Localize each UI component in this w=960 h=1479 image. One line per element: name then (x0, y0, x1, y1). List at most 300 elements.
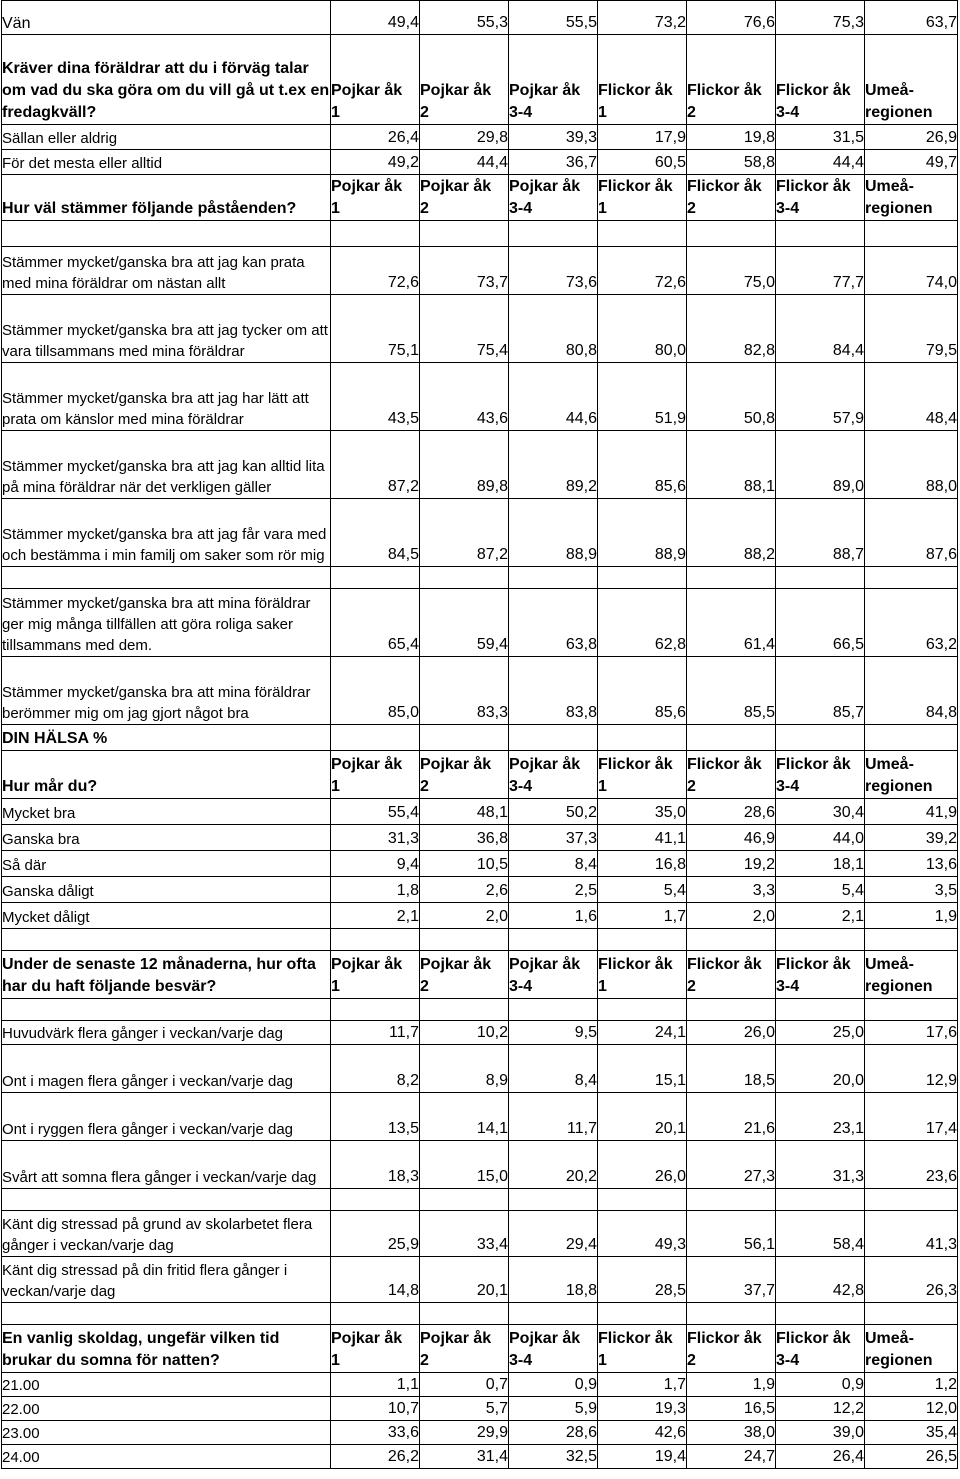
row-label: Svårt att somna flera gånger i veckan/varje dag (2, 1141, 331, 1189)
value-cell: 48,4 (865, 363, 958, 431)
data-row (2, 125, 958, 150)
value-cell: 21,6 (687, 1093, 776, 1141)
value-cell: 59,4 (420, 589, 509, 657)
value-cell: 26,4 (776, 1445, 865, 1469)
empty-cell (509, 221, 598, 247)
value-cell: 88,2 (687, 499, 776, 567)
empty-cell (687, 725, 776, 751)
row-label: Stämmer mycket/ganska bra att jag har lätt att prata om känslor med mina föräldrar (2, 363, 331, 431)
value-cell: 23,6 (865, 1141, 958, 1189)
empty-cell (331, 221, 420, 247)
value-cell: 88,7 (776, 499, 865, 567)
value-cell: 11,7 (331, 1021, 420, 1045)
empty-cell (2, 221, 331, 247)
value-cell: 76,6 (687, 1, 776, 35)
value-cell: 49,3 (598, 1211, 687, 1257)
empty-cell (865, 1189, 958, 1211)
row-label: 24.00 (2, 1445, 331, 1469)
empty-cell (331, 1303, 420, 1325)
question-header-row (2, 175, 958, 221)
value-cell: 15,0 (420, 1141, 509, 1189)
value-cell: 27,3 (687, 1141, 776, 1189)
value-cell: 8,2 (331, 1045, 420, 1093)
data-row (2, 499, 958, 567)
empty-cell (598, 1303, 687, 1325)
value-cell: 31,4 (420, 1445, 509, 1469)
value-cell: 87,6 (865, 499, 958, 567)
blank-row (2, 1189, 958, 1211)
value-cell: 88,9 (509, 499, 598, 567)
value-cell: 89,8 (420, 431, 509, 499)
value-cell: 35,0 (598, 799, 687, 825)
value-cell: 19,2 (687, 851, 776, 877)
value-cell: 44,0 (776, 825, 865, 851)
value-cell: 5,4 (776, 877, 865, 903)
value-cell: 29,8 (420, 125, 509, 150)
column-header: Flickor åk 1 (598, 751, 687, 799)
empty-cell (687, 567, 776, 589)
empty-cell (331, 1189, 420, 1211)
blank-row (2, 999, 958, 1021)
data-row (2, 657, 958, 725)
empty-cell (509, 999, 598, 1021)
column-header: Pojkar åk 1 (331, 1325, 420, 1373)
empty-cell (509, 1189, 598, 1211)
row-label: För det mesta eller alltid (2, 150, 331, 175)
value-cell: 88,1 (687, 431, 776, 499)
column-header: Flickor åk 1 (598, 35, 687, 125)
empty-cell (865, 929, 958, 951)
empty-cell (420, 567, 509, 589)
value-cell: 66,5 (776, 589, 865, 657)
column-header: Umeå- regionen (865, 1325, 958, 1373)
empty-cell (2, 1189, 331, 1211)
value-cell: 13,6 (865, 851, 958, 877)
value-cell: 19,8 (687, 125, 776, 150)
column-header: Flickor åk 1 (598, 1325, 687, 1373)
row-label: Stämmer mycket/ganska bra att jag kan prata med mina föräldrar om nästan allt (2, 247, 331, 295)
value-cell: 50,2 (509, 799, 598, 825)
value-cell: 1,9 (865, 903, 958, 929)
value-cell: 0,7 (420, 1373, 509, 1397)
data-row (2, 1211, 958, 1257)
empty-cell (776, 567, 865, 589)
value-cell: 26,3 (865, 1257, 958, 1303)
value-cell: 8,9 (420, 1045, 509, 1093)
column-header: Umeå- regionen (865, 951, 958, 999)
value-cell: 10,5 (420, 851, 509, 877)
value-cell: 41,3 (865, 1211, 958, 1257)
column-header: Pojkar åk 2 (420, 751, 509, 799)
value-cell: 39,2 (865, 825, 958, 851)
value-cell: 5,9 (509, 1397, 598, 1421)
value-cell: 10,2 (420, 1021, 509, 1045)
data-row (2, 1093, 958, 1141)
data-row (2, 1445, 958, 1469)
value-cell: 12,2 (776, 1397, 865, 1421)
column-header: Flickor åk 2 (687, 751, 776, 799)
value-cell: 87,2 (420, 499, 509, 567)
value-cell: 56,1 (687, 1211, 776, 1257)
empty-cell (776, 1189, 865, 1211)
column-header: Pojkar åk 1 (331, 951, 420, 999)
empty-cell (865, 999, 958, 1021)
data-row (2, 851, 958, 877)
value-cell: 1,6 (509, 903, 598, 929)
value-cell: 12,9 (865, 1045, 958, 1093)
column-header: Pojkar åk 3-4 (509, 1325, 598, 1373)
value-cell: 73,2 (598, 1, 687, 35)
value-cell: 1,7 (598, 903, 687, 929)
empty-cell (509, 725, 598, 751)
value-cell: 1,8 (331, 877, 420, 903)
section-heading: DIN HÄLSA % (2, 725, 331, 751)
value-cell: 31,3 (331, 825, 420, 851)
value-cell: 63,2 (865, 589, 958, 657)
value-cell: 1,7 (598, 1373, 687, 1397)
column-header: Umeå- regionen (865, 35, 958, 125)
column-header: Pojkar åk 3-4 (509, 35, 598, 125)
value-cell: 8,4 (509, 851, 598, 877)
row-label: 23.00 (2, 1421, 331, 1445)
value-cell: 85,5 (687, 657, 776, 725)
empty-cell (776, 725, 865, 751)
data-row (2, 363, 958, 431)
value-cell: 57,9 (776, 363, 865, 431)
value-cell: 74,0 (865, 247, 958, 295)
value-cell: 20,1 (420, 1257, 509, 1303)
question-header-row (2, 751, 958, 799)
value-cell: 58,4 (776, 1211, 865, 1257)
empty-cell (598, 567, 687, 589)
empty-cell (509, 567, 598, 589)
value-cell: 65,4 (331, 589, 420, 657)
value-cell: 13,5 (331, 1093, 420, 1141)
value-cell: 89,2 (509, 431, 598, 499)
empty-cell (420, 929, 509, 951)
empty-cell (420, 725, 509, 751)
data-row (2, 1421, 958, 1445)
column-header: Pojkar åk 1 (331, 751, 420, 799)
value-cell: 39,3 (509, 125, 598, 150)
data-row (2, 431, 958, 499)
value-cell: 58,8 (687, 150, 776, 175)
empty-cell (687, 1303, 776, 1325)
value-cell: 72,6 (598, 247, 687, 295)
row-label: Ganska bra (2, 825, 331, 851)
value-cell: 26,0 (687, 1021, 776, 1045)
value-cell: 2,0 (687, 903, 776, 929)
value-cell: 9,5 (509, 1021, 598, 1045)
value-cell: 28,5 (598, 1257, 687, 1303)
value-cell: 3,5 (865, 877, 958, 903)
value-cell: 16,8 (598, 851, 687, 877)
value-cell: 1,9 (687, 1373, 776, 1397)
value-cell: 18,1 (776, 851, 865, 877)
data-row (2, 1045, 958, 1093)
value-cell: 88,9 (598, 499, 687, 567)
empty-cell (776, 1303, 865, 1325)
empty-cell (865, 1303, 958, 1325)
empty-cell (598, 999, 687, 1021)
value-cell: 10,7 (331, 1397, 420, 1421)
data-row (2, 877, 958, 903)
value-cell: 26,0 (598, 1141, 687, 1189)
value-cell: 42,8 (776, 1257, 865, 1303)
value-cell: 83,8 (509, 657, 598, 725)
empty-cell (687, 221, 776, 247)
value-cell: 20,1 (598, 1093, 687, 1141)
data-row (2, 247, 958, 295)
column-header: Pojkar åk 2 (420, 35, 509, 125)
data-row (2, 799, 958, 825)
row-label: Stämmer mycket/ganska bra att jag kan alltid lita på mina föräldrar när det verkligen gäller (2, 431, 331, 499)
value-cell: 15,1 (598, 1045, 687, 1093)
value-cell: 2,6 (420, 877, 509, 903)
question-header-row (2, 951, 958, 999)
value-cell: 63,8 (509, 589, 598, 657)
section-heading-row (2, 725, 958, 751)
value-cell: 19,3 (598, 1397, 687, 1421)
value-cell: 23,1 (776, 1093, 865, 1141)
question-title: Kräver dina föräldrar att du i förväg talar om vad du ska göra om du vill gå ut t.ex en fredagkväll? (2, 35, 331, 125)
blank-row (2, 221, 958, 247)
data-row (2, 295, 958, 363)
value-cell: 75,4 (420, 295, 509, 363)
value-cell: 8,4 (509, 1045, 598, 1093)
row-label: Mycket bra (2, 799, 331, 825)
value-cell: 50,8 (687, 363, 776, 431)
value-cell: 5,7 (420, 1397, 509, 1421)
empty-cell (509, 1303, 598, 1325)
empty-cell (598, 725, 687, 751)
value-cell: 16,5 (687, 1397, 776, 1421)
value-cell: 36,7 (509, 150, 598, 175)
value-cell: 29,4 (509, 1211, 598, 1257)
data-row (2, 1373, 958, 1397)
question-header-row (2, 35, 958, 125)
data-row (2, 1021, 958, 1045)
question-title: Hur mår du? (2, 751, 331, 799)
row-label: Ganska dåligt (2, 877, 331, 903)
value-cell: 5,4 (598, 877, 687, 903)
column-header: Flickor åk 2 (687, 951, 776, 999)
empty-cell (509, 929, 598, 951)
value-cell: 72,6 (331, 247, 420, 295)
blank-row (2, 567, 958, 589)
value-cell: 36,8 (420, 825, 509, 851)
column-header: Pojkar åk 3-4 (509, 951, 598, 999)
column-header: Pojkar åk 2 (420, 175, 509, 221)
value-cell: 12,0 (865, 1397, 958, 1421)
value-cell: 28,6 (687, 799, 776, 825)
question-title: Under de senaste 12 månaderna, hur ofta har du haft följande besvär? (2, 951, 331, 999)
column-header: Umeå- regionen (865, 751, 958, 799)
column-header: Pojkar åk 3-4 (509, 751, 598, 799)
value-cell: 89,0 (776, 431, 865, 499)
value-cell: 73,6 (509, 247, 598, 295)
value-cell: 84,4 (776, 295, 865, 363)
value-cell: 14,1 (420, 1093, 509, 1141)
value-cell: 80,0 (598, 295, 687, 363)
empty-cell (420, 221, 509, 247)
column-header: Umeå- regionen (865, 175, 958, 221)
row-label: Känt dig stressad på din fritid flera gånger i veckan/varje dag (2, 1257, 331, 1303)
value-cell: 62,8 (598, 589, 687, 657)
empty-cell (687, 1189, 776, 1211)
value-cell: 33,6 (331, 1421, 420, 1445)
empty-cell (331, 999, 420, 1021)
value-cell: 39,0 (776, 1421, 865, 1445)
data-row (2, 150, 958, 175)
value-cell: 75,3 (776, 1, 865, 35)
value-cell: 18,8 (509, 1257, 598, 1303)
value-cell: 85,6 (598, 431, 687, 499)
value-cell: 49,2 (331, 150, 420, 175)
column-header: Flickor åk 2 (687, 175, 776, 221)
value-cell: 0,9 (776, 1373, 865, 1397)
value-cell: 49,4 (331, 1, 420, 35)
value-cell: 41,1 (598, 825, 687, 851)
row-label: Så där (2, 851, 331, 877)
empty-cell (776, 221, 865, 247)
column-header: Pojkar åk 2 (420, 1325, 509, 1373)
value-cell: 43,5 (331, 363, 420, 431)
value-cell: 26,5 (865, 1445, 958, 1469)
value-cell: 11,7 (509, 1093, 598, 1141)
value-cell: 24,1 (598, 1021, 687, 1045)
empty-cell (420, 1189, 509, 1211)
row-label: Stämmer mycket/ganska bra att jag får vara med och bestämma i min familj om saker som rör mig (2, 499, 331, 567)
value-cell: 14,8 (331, 1257, 420, 1303)
value-cell: 28,6 (509, 1421, 598, 1445)
value-cell: 63,7 (865, 1, 958, 35)
value-cell: 18,3 (331, 1141, 420, 1189)
data-row (2, 903, 958, 929)
value-cell: 79,5 (865, 295, 958, 363)
empty-cell (331, 567, 420, 589)
value-cell: 44,4 (420, 150, 509, 175)
value-cell: 17,6 (865, 1021, 958, 1045)
value-cell: 55,4 (331, 799, 420, 825)
empty-cell (2, 999, 331, 1021)
empty-cell (687, 929, 776, 951)
value-cell: 44,6 (509, 363, 598, 431)
blank-row (2, 1303, 958, 1325)
value-cell: 1,2 (865, 1373, 958, 1397)
column-header: Pojkar åk 2 (420, 951, 509, 999)
column-header: Flickor åk 1 (598, 175, 687, 221)
row-label: Stämmer mycket/ganska bra att jag tycker om att vara tillsammans med mina föräldrar (2, 295, 331, 363)
value-cell: 51,9 (598, 363, 687, 431)
empty-cell (865, 567, 958, 589)
value-cell: 60,5 (598, 150, 687, 175)
value-cell: 84,8 (865, 657, 958, 725)
value-cell: 29,9 (420, 1421, 509, 1445)
empty-cell (687, 999, 776, 1021)
value-cell: 41,9 (865, 799, 958, 825)
value-cell: 31,5 (776, 125, 865, 150)
column-header: Flickor åk 3-4 (776, 751, 865, 799)
row-label: Känt dig stressad på grund av skolarbetet flera gånger i veckan/varje dag (2, 1211, 331, 1257)
value-cell: 2,0 (420, 903, 509, 929)
value-cell: 2,1 (776, 903, 865, 929)
empty-cell (2, 1303, 331, 1325)
value-cell: 1,1 (331, 1373, 420, 1397)
value-cell: 2,1 (331, 903, 420, 929)
row-label: Ont i magen flera gånger i veckan/varje dag (2, 1045, 331, 1093)
value-cell: 25,9 (331, 1211, 420, 1257)
empty-cell (598, 1189, 687, 1211)
row-label: 21.00 (2, 1373, 331, 1397)
value-cell: 88,0 (865, 431, 958, 499)
value-cell: 73,7 (420, 247, 509, 295)
value-cell: 48,1 (420, 799, 509, 825)
value-cell: 85,7 (776, 657, 865, 725)
value-cell: 25,0 (776, 1021, 865, 1045)
empty-cell (598, 929, 687, 951)
column-header: Flickor åk 3-4 (776, 1325, 865, 1373)
value-cell: 85,0 (331, 657, 420, 725)
empty-cell (2, 929, 331, 951)
value-cell: 3,3 (687, 877, 776, 903)
empty-cell (331, 929, 420, 951)
value-cell: 42,6 (598, 1421, 687, 1445)
column-header: Pojkar åk 1 (331, 175, 420, 221)
empty-cell (331, 725, 420, 751)
column-header: Flickor åk 2 (687, 35, 776, 125)
row-label: Mycket dåligt (2, 903, 331, 929)
blank-row (2, 929, 958, 951)
value-cell: 20,0 (776, 1045, 865, 1093)
value-cell: 18,5 (687, 1045, 776, 1093)
value-cell: 77,7 (776, 247, 865, 295)
value-cell: 44,4 (776, 150, 865, 175)
empty-cell (420, 1303, 509, 1325)
column-header: Flickor åk 3-4 (776, 951, 865, 999)
value-cell: 55,5 (509, 1, 598, 35)
value-cell: 26,9 (865, 125, 958, 150)
data-row (2, 1, 958, 35)
value-cell: 87,2 (331, 431, 420, 499)
value-cell: 26,4 (331, 125, 420, 150)
value-cell: 9,4 (331, 851, 420, 877)
value-cell: 75,0 (687, 247, 776, 295)
row-label: Ont i ryggen flera gånger i veckan/varje dag (2, 1093, 331, 1141)
value-cell: 37,7 (687, 1257, 776, 1303)
empty-cell (865, 725, 958, 751)
empty-cell (776, 999, 865, 1021)
question-title: Hur väl stämmer följande påståenden? (2, 175, 331, 221)
value-cell: 82,8 (687, 295, 776, 363)
question-title: En vanlig skoldag, ungefär vilken tid brukar du somna för natten? (2, 1325, 331, 1373)
empty-cell (2, 567, 331, 589)
survey-table (1, 0, 958, 1469)
value-cell: 75,1 (331, 295, 420, 363)
column-header: Pojkar åk 3-4 (509, 175, 598, 221)
value-cell: 30,4 (776, 799, 865, 825)
value-cell: 26,2 (331, 1445, 420, 1469)
value-cell: 46,9 (687, 825, 776, 851)
row-label: 22.00 (2, 1397, 331, 1421)
column-header: Flickor åk 1 (598, 951, 687, 999)
value-cell: 85,6 (598, 657, 687, 725)
question-header-row (2, 1325, 958, 1373)
value-cell: 20,2 (509, 1141, 598, 1189)
value-cell: 83,3 (420, 657, 509, 725)
row-label: Huvudvärk flera gånger i veckan/varje dag (2, 1021, 331, 1045)
value-cell: 84,5 (331, 499, 420, 567)
